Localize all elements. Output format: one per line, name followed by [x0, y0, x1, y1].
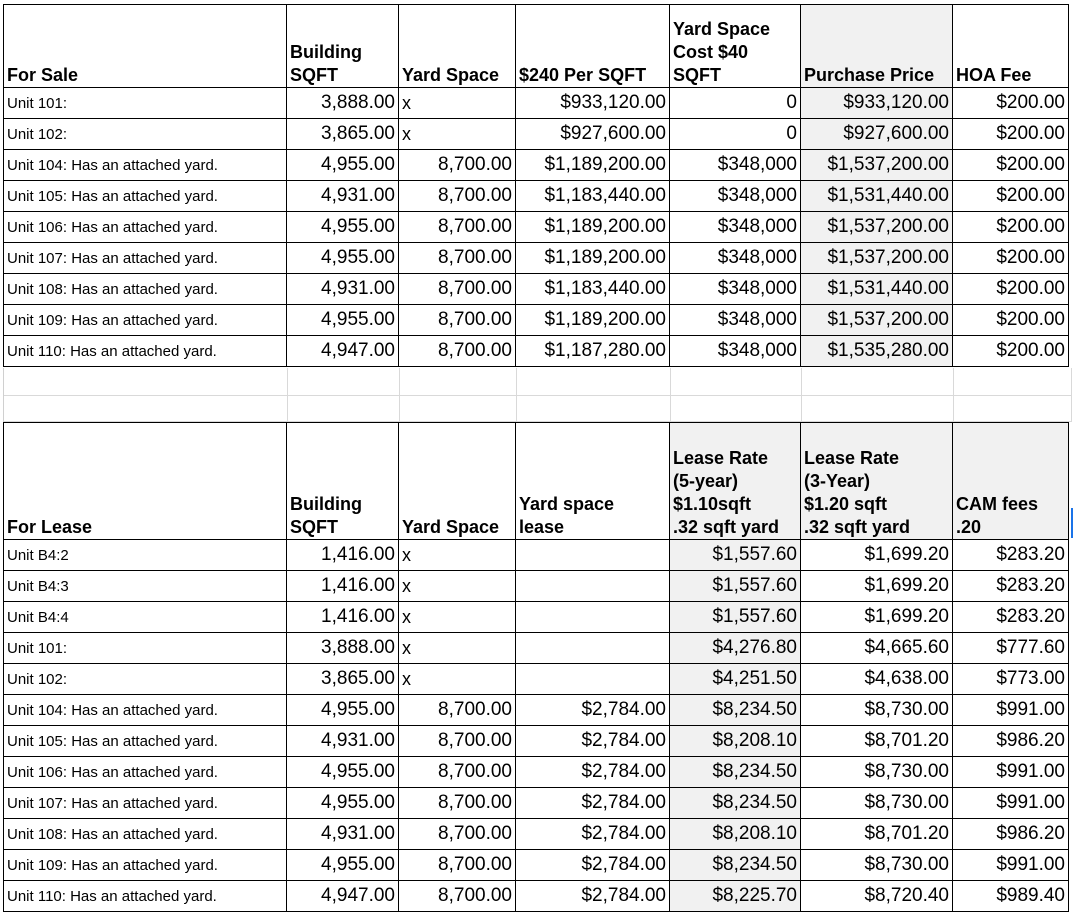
lease-cell-yard[interactable]: 8,700.00 — [399, 695, 516, 726]
lease-cell-rate5[interactable]: $8,208.10 — [670, 726, 801, 757]
sale-row — [4, 305, 1069, 336]
sale-row — [4, 181, 1069, 212]
sale-cell-price[interactable]: $1,183,440.00 — [516, 274, 670, 305]
lease-cell-unit[interactable]: Unit B4:3 — [4, 571, 287, 602]
lease-cell-cam[interactable]: $777.60 — [953, 633, 1069, 664]
lease-cell-rate3[interactable]: $8,730.00 — [801, 788, 953, 819]
lease-cell-sqft[interactable]: 1,416.00 — [287, 602, 399, 633]
lease-cell-rate5[interactable]: $1,557.60 — [670, 540, 801, 571]
lease-cell-rate5[interactable]: $8,225.70 — [670, 881, 801, 912]
sale-cell-purchase[interactable]: $1,537,200.00 — [801, 150, 953, 181]
lease-header-rate-5yr-line3: $1.10sqft — [673, 494, 752, 514]
sale-cell-unit[interactable]: Unit 101: — [4, 88, 287, 119]
sale-cell-price[interactable]: $1,189,200.00 — [516, 150, 670, 181]
sale-row — [4, 243, 1069, 274]
sale-cell-yard[interactable]: 8,700.00 — [399, 305, 516, 336]
lease-cell-rate3[interactable]: $4,665.60 — [801, 633, 953, 664]
sale-cell-unit[interactable]: Unit 110: Has an attached yard. — [4, 336, 287, 367]
lease-cell-sqft[interactable]: 4,955.00 — [287, 695, 399, 726]
sale-row — [4, 274, 1069, 305]
sale-cell-unit[interactable]: Unit 102: — [4, 119, 287, 150]
lease-cell-sqft[interactable]: 1,416.00 — [287, 540, 399, 571]
gridline — [953, 368, 954, 422]
sale-cell-yard-cost[interactable]: $348,000 — [670, 336, 801, 367]
lease-cell-rate5[interactable]: $4,276.80 — [670, 633, 801, 664]
lease-cell-rate5[interactable]: $8,234.50 — [670, 788, 801, 819]
sale-cell-price[interactable]: $1,187,280.00 — [516, 336, 670, 367]
lease-header-label[interactable]: For Lease — [4, 423, 287, 540]
lease-cell-cam[interactable]: $991.00 — [953, 850, 1069, 881]
sale-row — [4, 119, 1069, 150]
lease-cell-cam[interactable]: $991.00 — [953, 757, 1069, 788]
sale-cell-price[interactable]: $1,189,200.00 — [516, 212, 670, 243]
lease-row — [4, 757, 1069, 788]
gridline — [516, 368, 517, 422]
sale-cell-price[interactable]: $1,189,200.00 — [516, 305, 670, 336]
lease-cell-rate5[interactable]: $1,557.60 — [670, 602, 801, 633]
sale-cell-purchase[interactable]: $1,537,200.00 — [801, 243, 953, 274]
sale-header-label[interactable]: For Sale — [4, 5, 287, 88]
lease-cell-sqft[interactable]: 3,888.00 — [287, 633, 399, 664]
sale-row — [4, 336, 1069, 367]
lease-cell-unit[interactable]: Unit B4:4 — [4, 602, 287, 633]
sale-cell-purchase[interactable]: $1,537,200.00 — [801, 212, 953, 243]
lease-cell-yard[interactable]: 8,700.00 — [399, 757, 516, 788]
lease-cell-sqft[interactable]: 1,416.00 — [287, 571, 399, 602]
lease-cell-sqft[interactable]: 4,955.00 — [287, 757, 399, 788]
gridline — [4, 395, 1072, 396]
lease-cell-yard-lease[interactable]: $2,784.00 — [516, 726, 670, 757]
lease-cell-rate3[interactable]: $4,638.00 — [801, 664, 953, 695]
sale-cell-hoa[interactable]: $200.00 — [953, 243, 1069, 274]
lease-cell-yard[interactable]: 8,700.00 — [399, 819, 516, 850]
lease-row — [4, 664, 1069, 695]
lease-row — [4, 571, 1069, 602]
lease-header-rate-3yr-line2: (3-Year) — [804, 471, 871, 491]
lease-row — [4, 540, 1069, 571]
active-cell-cursor — [1071, 508, 1073, 538]
lease-cell-cam[interactable]: $773.00 — [953, 664, 1069, 695]
lease-cell-rate3[interactable]: $1,699.20 — [801, 540, 953, 571]
lease-header-yard-space[interactable]: Yard Space — [399, 423, 516, 540]
sale-cell-purchase[interactable]: $927,600.00 — [801, 119, 953, 150]
lease-row — [4, 726, 1069, 757]
sale-row — [4, 212, 1069, 243]
empty-spreadsheet-rows — [3, 368, 1072, 422]
lease-cell-yard[interactable]: 8,700.00 — [399, 788, 516, 819]
sale-cell-yard-cost[interactable]: $348,000 — [670, 305, 801, 336]
lease-cell-sqft[interactable]: 4,931.00 — [287, 819, 399, 850]
sale-cell-hoa[interactable]: $200.00 — [953, 119, 1069, 150]
sale-cell-sqft[interactable]: 4,955.00 — [287, 150, 399, 181]
lease-cell-rate5[interactable]: $4,251.50 — [670, 664, 801, 695]
sale-cell-yard[interactable]: 8,700.00 — [399, 150, 516, 181]
lease-cell-unit[interactable]: Unit 107: Has an attached yard. — [4, 788, 287, 819]
lease-cell-sqft[interactable]: 4,955.00 — [287, 788, 399, 819]
lease-cell-unit[interactable]: Unit 102: — [4, 664, 287, 695]
sale-row — [4, 88, 1069, 119]
sale-cell-sqft[interactable]: 4,947.00 — [287, 336, 399, 367]
sale-cell-yard-cost[interactable]: $348,000 — [670, 243, 801, 274]
sale-cell-price[interactable]: $933,120.00 — [516, 88, 670, 119]
lease-header-rate-5yr-line4: .32 sqft yard — [673, 517, 780, 537]
lease-cell-unit[interactable]: Unit 109: Has an attached yard. — [4, 850, 287, 881]
sale-cell-purchase[interactable]: $1,535,280.00 — [801, 336, 953, 367]
sale-cell-hoa[interactable]: $200.00 — [953, 181, 1069, 212]
for-lease-table — [3, 422, 1069, 912]
sale-cell-hoa[interactable]: $200.00 — [953, 274, 1069, 305]
sale-header-purchase-price[interactable]: Purchase Price — [801, 5, 953, 88]
sale-cell-yard-cost[interactable]: $348,000 — [670, 274, 801, 305]
lease-cell-rate3[interactable]: $8,730.00 — [801, 695, 953, 726]
sale-cell-yard[interactable]: 8,700.00 — [399, 336, 516, 367]
lease-cell-unit[interactable]: Unit 110: Has an attached yard. — [4, 881, 287, 912]
lease-cell-cam[interactable]: $986.20 — [953, 819, 1069, 850]
lease-cell-yard-lease[interactable]: $2,784.00 — [516, 819, 670, 850]
lease-cell-sqft[interactable]: 4,955.00 — [287, 850, 399, 881]
lease-cell-sqft[interactable]: 4,947.00 — [287, 881, 399, 912]
sale-cell-purchase[interactable]: $1,537,200.00 — [801, 305, 953, 336]
gridline — [287, 368, 288, 422]
lease-cell-unit[interactable]: Unit 106: Has an attached yard. — [4, 757, 287, 788]
lease-cell-yard[interactable]: x — [399, 602, 516, 633]
lease-cell-sqft[interactable]: 3,865.00 — [287, 664, 399, 695]
sale-header-price-per-sqft[interactable]: $240 Per SQFT — [516, 5, 670, 88]
lease-cell-rate3[interactable]: $1,699.20 — [801, 571, 953, 602]
lease-cell-rate3[interactable]: $8,730.00 — [801, 757, 953, 788]
sale-cell-sqft[interactable]: 3,888.00 — [287, 88, 399, 119]
sale-cell-sqft[interactable]: 4,955.00 — [287, 305, 399, 336]
gridline — [670, 368, 671, 422]
lease-cell-yard-lease[interactable] — [516, 664, 670, 695]
lease-cell-yard[interactable]: x — [399, 540, 516, 571]
lease-cell-cam[interactable]: $283.20 — [953, 602, 1069, 633]
lease-cell-unit[interactable]: Unit 108: Has an attached yard. — [4, 819, 287, 850]
sale-header-building-sqft-line2: SQFT — [290, 65, 338, 85]
sale-cell-purchase[interactable]: $1,531,440.00 — [801, 181, 953, 212]
lease-header-yard-lease-line2: lease — [519, 517, 565, 537]
lease-cell-rate5[interactable]: $8,208.10 — [670, 819, 801, 850]
sale-cell-hoa[interactable]: $200.00 — [953, 212, 1069, 243]
lease-cell-cam[interactable]: $986.20 — [953, 726, 1069, 757]
sale-cell-price[interactable]: $927,600.00 — [516, 119, 670, 150]
lease-cell-yard[interactable]: x — [399, 633, 516, 664]
lease-cell-unit[interactable]: Unit B4:2 — [4, 540, 287, 571]
sale-cell-yard[interactable]: x — [399, 88, 516, 119]
sale-header-yard-cost-line3: SQFT — [673, 65, 721, 85]
lease-row — [4, 602, 1069, 633]
sale-cell-price[interactable]: $1,183,440.00 — [516, 181, 670, 212]
sale-header-yard-space[interactable]: Yard Space — [399, 5, 516, 88]
lease-cell-unit[interactable]: Unit 101: — [4, 633, 287, 664]
sale-cell-sqft[interactable]: 4,931.00 — [287, 274, 399, 305]
sale-cell-purchase[interactable]: $933,120.00 — [801, 88, 953, 119]
lease-header-cam-fees[interactable] — [953, 423, 1069, 540]
sale-cell-yard[interactable]: 8,700.00 — [399, 243, 516, 274]
sale-cell-price[interactable]: $1,189,200.00 — [516, 243, 670, 274]
lease-header-building-sqft-line2: SQFT — [290, 517, 338, 537]
sale-cell-yard-cost[interactable]: 0 — [670, 119, 801, 150]
lease-cell-yard-lease[interactable]: $2,784.00 — [516, 695, 670, 726]
lease-header-building-sqft-line1: Building — [290, 494, 362, 514]
lease-cell-yard-lease[interactable] — [516, 571, 670, 602]
lease-cell-yard[interactable]: x — [399, 664, 516, 695]
sale-header-yard-cost[interactable] — [670, 5, 801, 88]
lease-cell-rate3[interactable]: $8,720.40 — [801, 881, 953, 912]
lease-cell-cam[interactable]: $283.20 — [953, 571, 1069, 602]
sale-cell-hoa[interactable]: $200.00 — [953, 88, 1069, 119]
lease-row — [4, 819, 1069, 850]
lease-cell-rate3[interactable]: $1,699.20 — [801, 602, 953, 633]
lease-header-rate-5yr-line2: (5-year) — [673, 471, 739, 491]
sale-cell-unit[interactable]: Unit 104: Has an attached yard. — [4, 150, 287, 181]
lease-header-building-sqft[interactable] — [287, 423, 399, 540]
lease-header-yard-lease-line1: Yard space — [519, 494, 615, 514]
lease-row — [4, 788, 1069, 819]
for-sale-table — [3, 4, 1069, 367]
lease-cell-rate3[interactable]: $8,701.20 — [801, 726, 953, 757]
lease-cell-rate3[interactable]: $8,730.00 — [801, 850, 953, 881]
sale-cell-hoa[interactable]: $200.00 — [953, 305, 1069, 336]
sale-cell-yard[interactable]: 8,700.00 — [399, 212, 516, 243]
lease-header-rate-5yr[interactable] — [670, 423, 801, 540]
sale-cell-unit[interactable]: Unit 109: Has an attached yard. — [4, 305, 287, 336]
sale-header-row — [4, 5, 1069, 88]
sale-cell-unit[interactable]: Unit 105: Has an attached yard. — [4, 181, 287, 212]
sale-row — [4, 150, 1069, 181]
lease-row — [4, 695, 1069, 726]
sale-header-yard-cost-line2: Cost $40 — [673, 42, 749, 62]
sale-cell-unit[interactable]: Unit 106: Has an attached yard. — [4, 212, 287, 243]
sale-cell-yard-cost[interactable]: 0 — [670, 88, 801, 119]
gridline — [1071, 368, 1072, 422]
lease-cell-rate5[interactable]: $8,234.50 — [670, 850, 801, 881]
sale-cell-sqft[interactable]: 4,955.00 — [287, 243, 399, 274]
sale-header-building-sqft[interactable] — [287, 5, 399, 88]
sale-cell-hoa[interactable]: $200.00 — [953, 336, 1069, 367]
sale-header-building-sqft-line1: Building — [290, 42, 362, 62]
lease-cell-yard-lease[interactable] — [516, 633, 670, 664]
sale-cell-yard[interactable]: 8,700.00 — [399, 274, 516, 305]
lease-header-rate-3yr[interactable] — [801, 423, 953, 540]
sale-cell-unit[interactable]: Unit 108: Has an attached yard. — [4, 274, 287, 305]
lease-cell-rate5[interactable]: $8,234.50 — [670, 695, 801, 726]
sale-cell-yard[interactable]: x — [399, 119, 516, 150]
gridline — [801, 368, 802, 422]
sale-header-hoa-fee[interactable]: HOA Fee — [953, 5, 1069, 88]
lease-header-rate-3yr-line4: .32 sqft yard — [804, 517, 911, 537]
lease-cell-yard[interactable]: 8,700.00 — [399, 850, 516, 881]
lease-cell-cam[interactable]: $991.00 — [953, 695, 1069, 726]
lease-cell-cam[interactable]: $991.00 — [953, 788, 1069, 819]
sale-cell-sqft[interactable]: 3,865.00 — [287, 119, 399, 150]
lease-cell-yard-lease[interactable]: $2,784.00 — [516, 757, 670, 788]
sale-cell-yard-cost[interactable]: $348,000 — [670, 212, 801, 243]
lease-cell-cam[interactable]: $989.40 — [953, 881, 1069, 912]
lease-row — [4, 850, 1069, 881]
lease-header-rate-3yr-line3: $1.20 sqft — [804, 494, 888, 514]
lease-header-rate-5yr-line1: Lease Rate — [673, 448, 769, 468]
lease-header-cam-fees-line2: .20 — [956, 517, 982, 537]
lease-cell-yard[interactable]: 8,700.00 — [399, 881, 516, 912]
lease-cell-rate5[interactable]: $1,557.60 — [670, 571, 801, 602]
gridline — [399, 368, 400, 422]
lease-row — [4, 881, 1069, 912]
sale-header-yard-cost-line1: Yard Space — [673, 19, 771, 39]
sale-cell-yard-cost[interactable]: $348,000 — [670, 181, 801, 212]
lease-cell-cam[interactable]: $283.20 — [953, 540, 1069, 571]
lease-cell-yard-lease[interactable] — [516, 540, 670, 571]
lease-cell-yard-lease[interactable] — [516, 602, 670, 633]
lease-cell-yard[interactable]: 8,700.00 — [399, 726, 516, 757]
lease-cell-rate5[interactable]: $8,234.50 — [670, 757, 801, 788]
sale-cell-yard-cost[interactable]: $348,000 — [670, 150, 801, 181]
sale-cell-yard[interactable]: 8,700.00 — [399, 181, 516, 212]
lease-cell-yard-lease[interactable]: $2,784.00 — [516, 881, 670, 912]
lease-header-cam-fees-line1: CAM fees — [956, 494, 1039, 514]
lease-header-row — [4, 423, 1069, 540]
lease-header-rate-3yr-line1: Lease Rate — [804, 448, 900, 468]
sale-cell-unit[interactable]: Unit 107: Has an attached yard. — [4, 243, 287, 274]
lease-header-yard-lease[interactable] — [516, 423, 670, 540]
lease-cell-unit[interactable]: Unit 105: Has an attached yard. — [4, 726, 287, 757]
lease-cell-yard-lease[interactable]: $2,784.00 — [516, 850, 670, 881]
lease-cell-yard[interactable]: x — [399, 571, 516, 602]
sale-cell-hoa[interactable]: $200.00 — [953, 150, 1069, 181]
lease-cell-unit[interactable]: Unit 104: Has an attached yard. — [4, 695, 287, 726]
lease-cell-rate3[interactable]: $8,701.20 — [801, 819, 953, 850]
sale-cell-sqft[interactable]: 4,955.00 — [287, 212, 399, 243]
lease-cell-yard-lease[interactable]: $2,784.00 — [516, 788, 670, 819]
sale-cell-sqft[interactable]: 4,931.00 — [287, 181, 399, 212]
lease-cell-sqft[interactable]: 4,931.00 — [287, 726, 399, 757]
sale-cell-purchase[interactable]: $1,531,440.00 — [801, 274, 953, 305]
lease-row — [4, 633, 1069, 664]
